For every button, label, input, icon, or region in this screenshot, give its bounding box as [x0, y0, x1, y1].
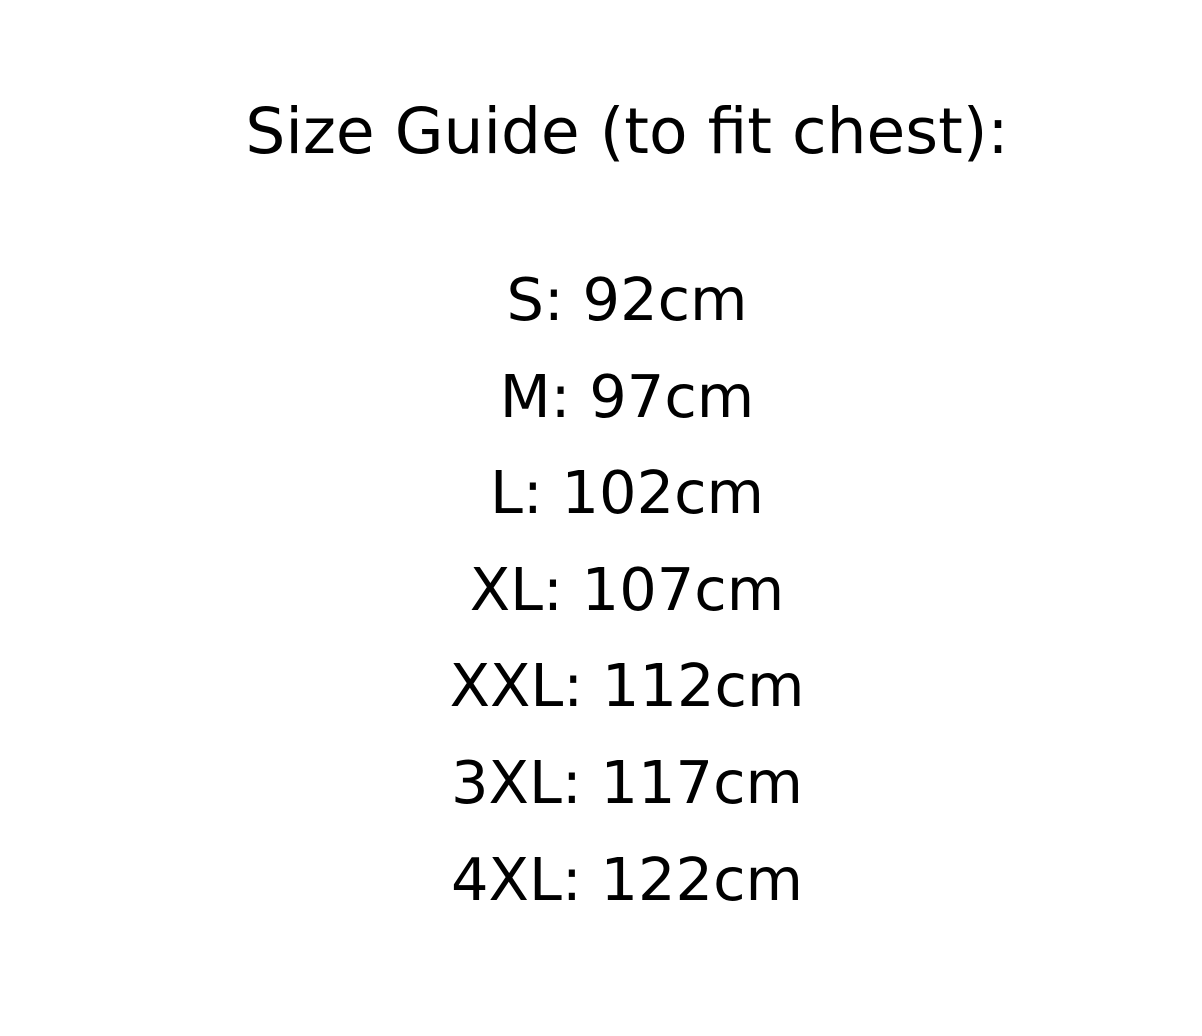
size-line-l: L: 102cm	[489, 458, 765, 528]
size-guide-title: Size Guide (to fit chest):	[245, 95, 1009, 168]
size-line-m: M: 97cm	[499, 361, 755, 431]
size-line-4xl: 4XL: 122cm	[451, 844, 803, 914]
size-line-xxl: XXL: 112cm	[449, 651, 805, 721]
size-list	[52, 252, 1202, 928]
size-line-xl: XL: 107cm	[469, 554, 785, 624]
size-line-s: S: 92cm	[506, 265, 748, 334]
size-line-3xl: 3XL: 117cm	[451, 747, 803, 817]
